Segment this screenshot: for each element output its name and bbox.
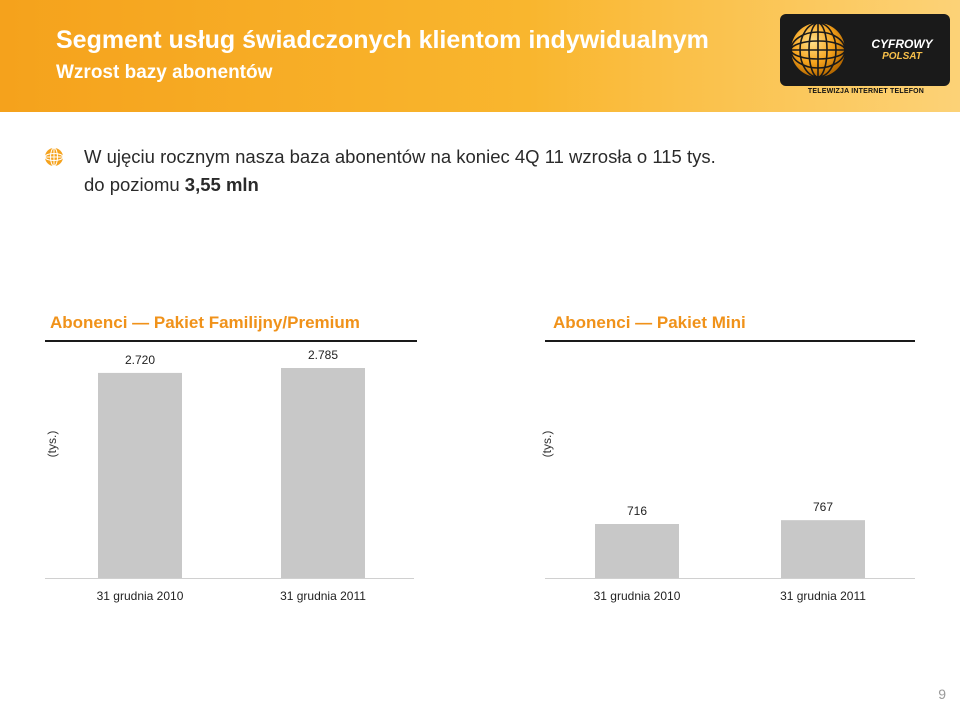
logo-subname: POLSAT: [882, 51, 922, 62]
category-label: 31 grudnia 2010: [593, 589, 681, 603]
chart-rule-familijny: [45, 340, 417, 342]
category-label: 31 grudnia 2011: [280, 589, 366, 603]
company-logo: [780, 14, 952, 100]
summary-line-2-bold: 3,55 mln: [184, 174, 259, 195]
category-label: 31 grudnia 2010: [96, 589, 184, 603]
chart-title-mini: Abonenci — Pakiet Mini: [553, 313, 746, 332]
header-banner: [0, 0, 960, 112]
globe-icon: [788, 20, 848, 80]
logo-box: [780, 14, 950, 86]
logo-tagline: TELEWIZJA INTERNET TELEFON: [807, 88, 925, 95]
bar-2: [281, 368, 365, 578]
summary-line-1: W ujęciu rocznym nasza baza abonentów na koniec 4Q 11 wzrosła o 115 tys.: [84, 146, 716, 167]
y-axis-label: (tys.): [45, 430, 59, 458]
y-axis-label: (tys.): [540, 430, 554, 458]
logo-name: CYFROWY: [871, 37, 933, 51]
bar-1: [595, 524, 679, 578]
chart-title-familijny: Abonenci — Pakiet Familijny/Premium: [50, 313, 360, 332]
bar-1: [98, 373, 182, 578]
chart-familijny: [40, 344, 430, 614]
page-number: 9: [938, 686, 946, 702]
bar-value-label: 716: [626, 504, 648, 519]
bar-value-label: 767: [812, 500, 834, 515]
page-title: Segment usług świadczonych klientom indywidualnym: [56, 26, 709, 54]
bar-2: [781, 520, 865, 578]
page-subtitle: Wzrost bazy abonentów: [56, 62, 273, 83]
bullet-globe-icon: [44, 147, 64, 167]
category-label: 31 grudnia 2011: [780, 589, 866, 603]
bar-value-label: 2.720: [124, 352, 156, 367]
bar-value-label: 2.785: [307, 348, 339, 362]
summary-text: [84, 143, 716, 199]
summary-line-2-prefix: do poziomu: [84, 174, 185, 195]
chart-rule-mini: [545, 340, 915, 342]
chart-mini: [538, 344, 928, 614]
